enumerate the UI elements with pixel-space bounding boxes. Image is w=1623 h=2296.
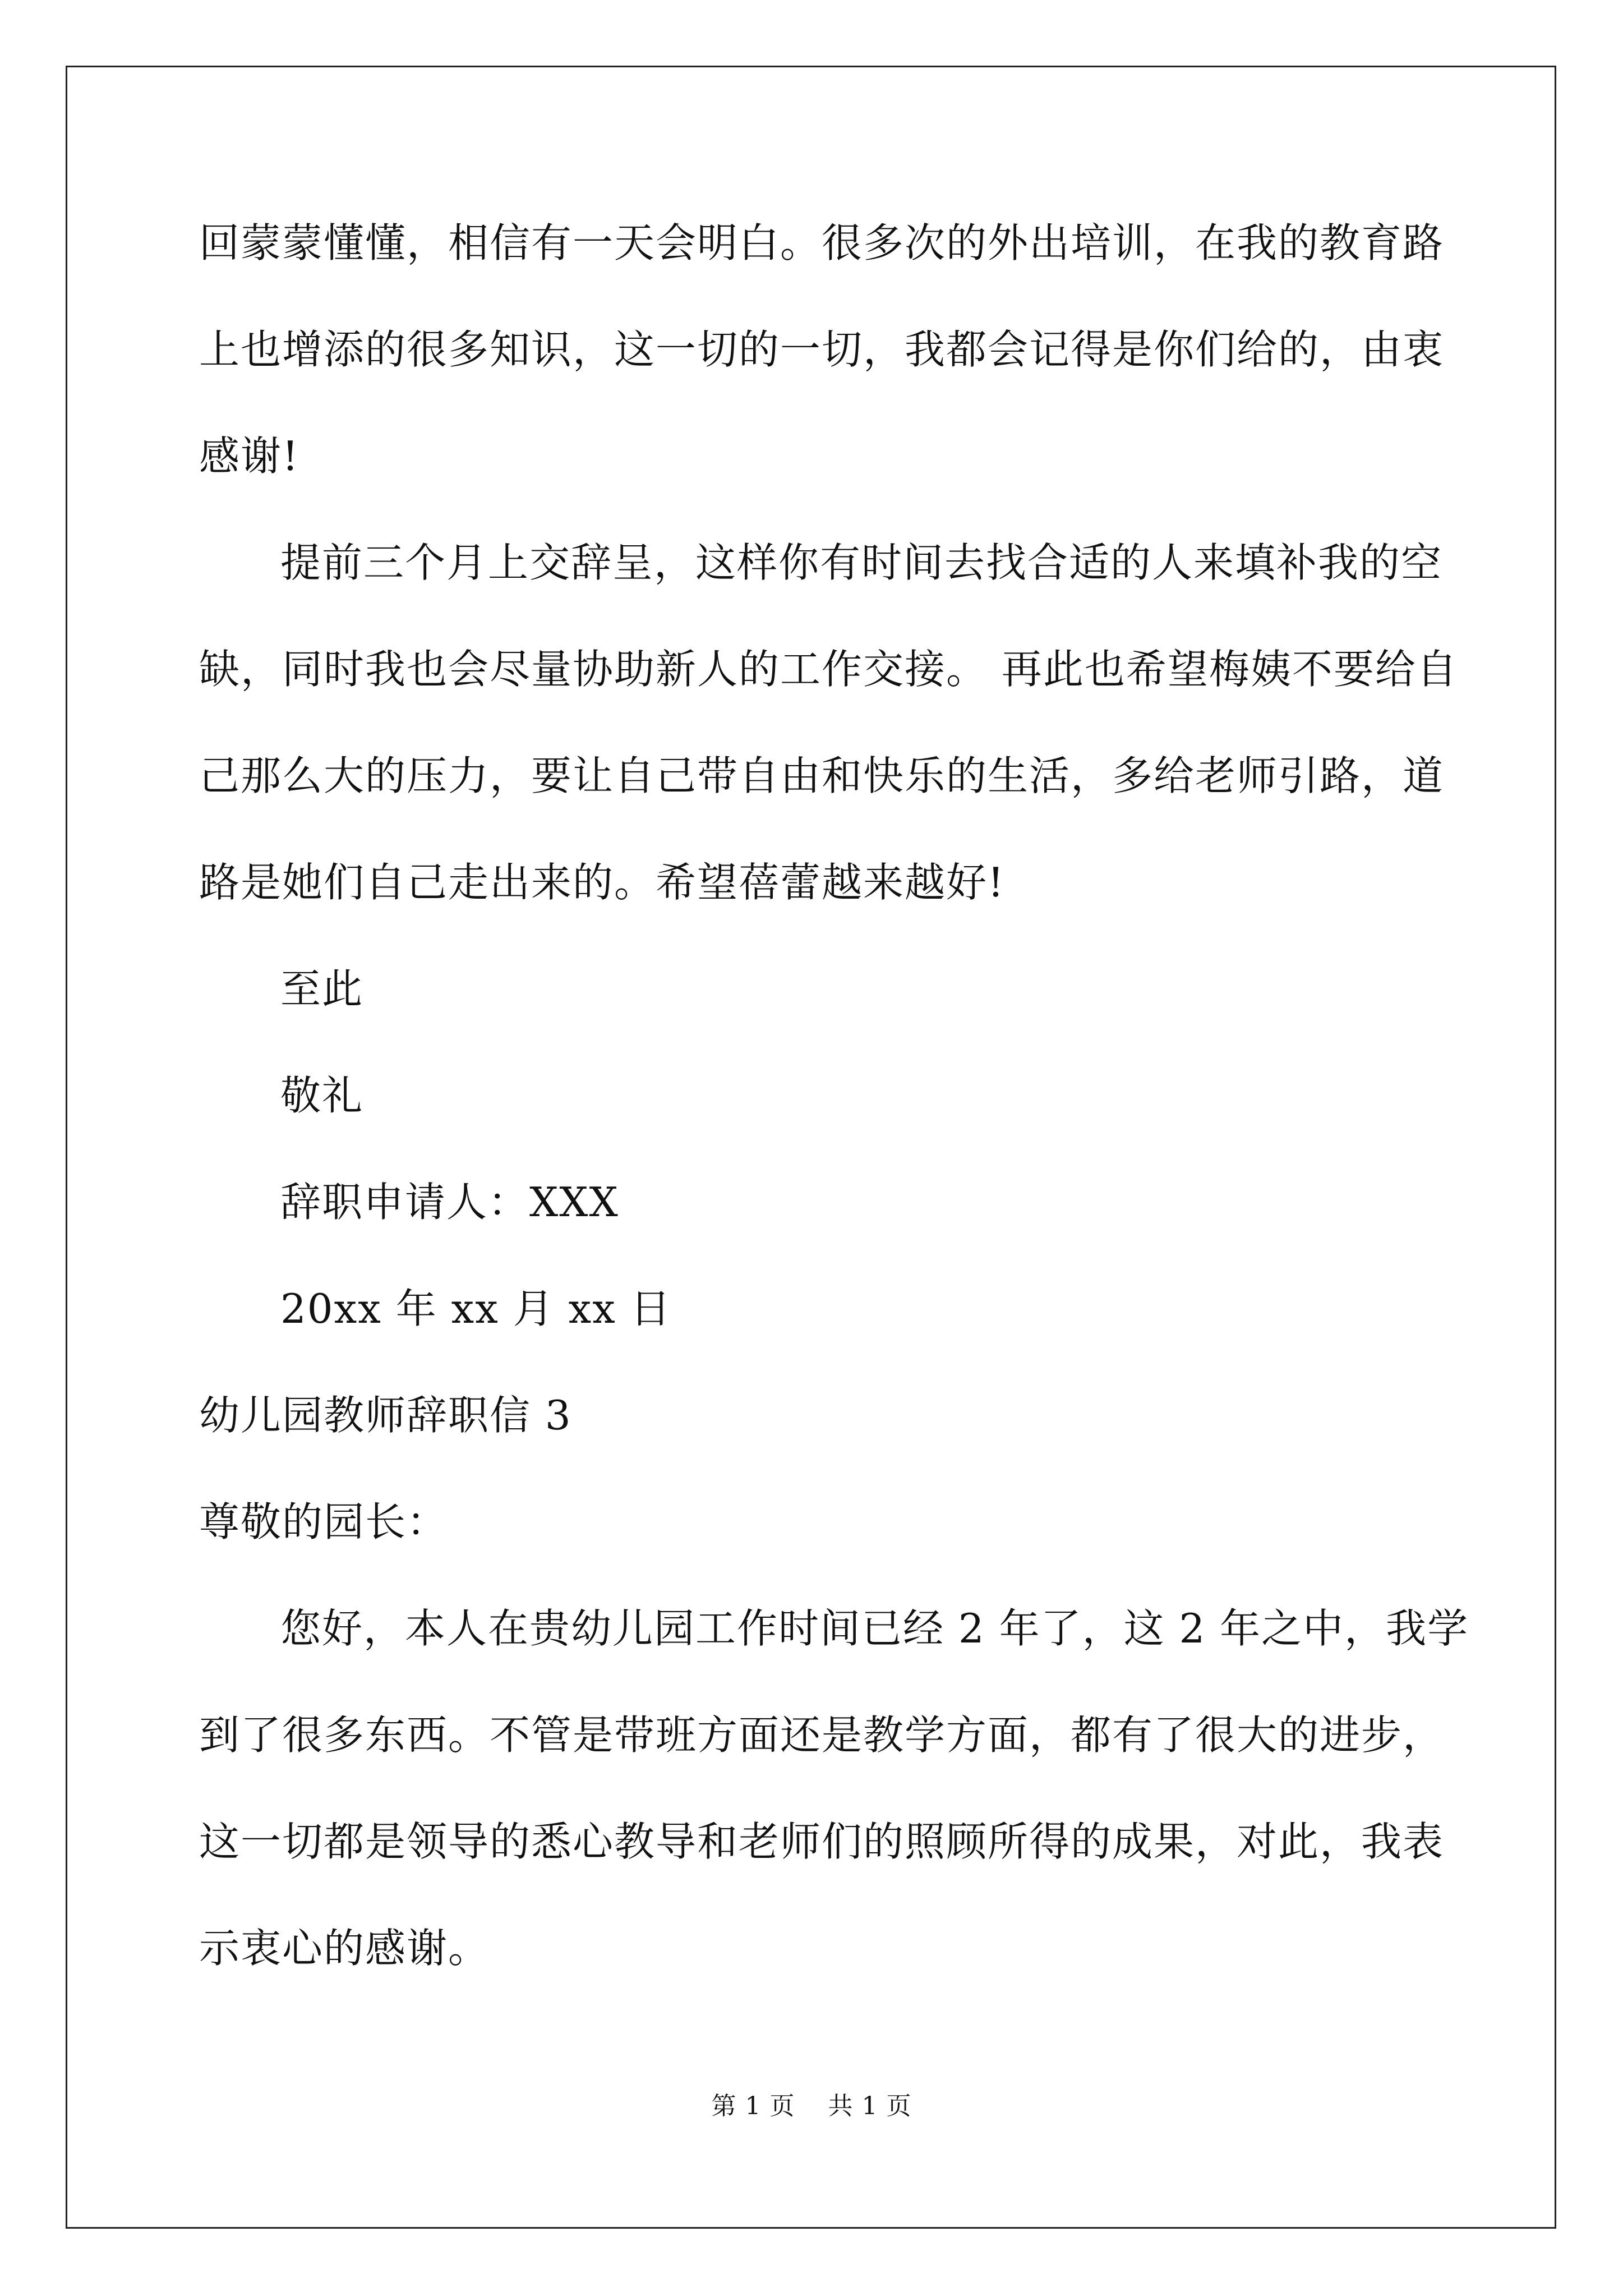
body-line: 上也增添的很多知识，这一切的一切，我都会记得是你们给的，由衷 [199,326,1445,373]
body-line: 路是她们自己走出来的。希望蓓蕾越来越好! [199,859,1005,906]
date-line: 20xx 年 xx 月 xx 日 [280,1285,672,1332]
body-line: 提前三个月上交辞呈，这样你有时间去找合适的人来填补我的空 [280,539,1443,586]
closing-line: 至此 [280,965,364,1013]
body-line: 到了很多东西。不管是带班方面还是教学方面，都有了很大的进步， [199,1711,1445,1759]
signature-line: 辞职申请人：XXX [280,1179,619,1226]
salutation: 尊敬的园长： [199,1498,449,1545]
body-line: 回蒙蒙懂懂，相信有一天会明白。很多次的外出培训，在我的教育路 [199,219,1445,266]
body-line: 这一切都是领导的悉心教导和老师们的照顾所得的成果，对此，我表 [199,1818,1445,1865]
page-footer [0,2086,1623,2122]
page-number: 第 1 页 [711,2092,795,2120]
page-border [66,66,1556,2229]
body-line: 缺，同时我也会尽量协助新人的工作交接。 再此也希望梅姨不要给自 [199,646,1458,693]
section-title: 幼儿园教师辞职信 3 [199,1392,572,1439]
body-line: 感谢! [199,432,299,480]
page-total: 共 1 页 [828,2092,912,2120]
body-line: 示衷心的感谢。 [199,1925,490,1972]
body-line: 您好，本人在贵幼儿园工作时间已经 2 年了，这 2 年之中，我学 [280,1605,1469,1652]
closing-salute: 敬礼 [280,1072,364,1119]
body-line: 己那么大的压力，要让自己带自由和快乐的生活，多给老师引路，道 [199,752,1445,799]
